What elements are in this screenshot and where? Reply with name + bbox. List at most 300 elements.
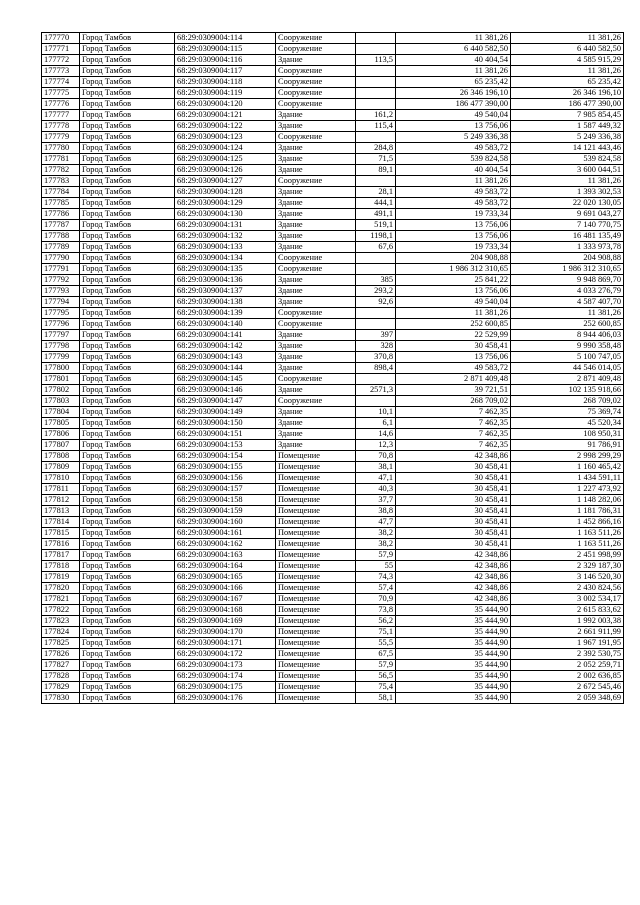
area-cell: 57,9	[356, 660, 396, 671]
row-id-cell: 177778	[42, 121, 80, 132]
area-cell: 115,4	[356, 121, 396, 132]
unit-value-cell: 204 908,88	[396, 253, 511, 264]
cadastral-value-cell: 1 992 003,38	[511, 616, 624, 627]
table-row	[42, 484, 624, 495]
unit-value-cell: 13 756,06	[396, 231, 511, 242]
cadastral-table	[41, 32, 624, 704]
cadastral-value-cell: 45 520,34	[511, 418, 624, 429]
cadastral-value-cell: 102 135 918,66	[511, 385, 624, 396]
municipality-cell: Город Тамбов	[80, 572, 175, 583]
municipality-cell: Город Тамбов	[80, 418, 175, 429]
cadastral-number-cell: 68:29:0309004:129	[175, 198, 276, 209]
area-cell	[356, 88, 396, 99]
cadastral-value-cell: 204 908,88	[511, 253, 624, 264]
table-row	[42, 121, 624, 132]
municipality-cell: Город Тамбов	[80, 242, 175, 253]
row-id-cell: 177781	[42, 154, 80, 165]
object-type-cell: Сооружение	[276, 33, 356, 44]
unit-value-cell: 7 462,35	[396, 440, 511, 451]
area-cell	[356, 396, 396, 407]
row-id-cell: 177786	[42, 209, 80, 220]
cadastral-number-cell: 68:29:0309004:133	[175, 242, 276, 253]
cadastral-value-cell: 3 600 044,51	[511, 165, 624, 176]
cadastral-number-cell: 68:29:0309004:137	[175, 286, 276, 297]
cadastral-number-cell: 68:29:0309004:120	[175, 99, 276, 110]
cadastral-number-cell: 68:29:0309004:173	[175, 660, 276, 671]
area-cell	[356, 374, 396, 385]
area-cell	[356, 99, 396, 110]
municipality-cell: Город Тамбов	[80, 165, 175, 176]
cadastral-value-cell: 252 600,85	[511, 319, 624, 330]
object-type-cell: Помещение	[276, 583, 356, 594]
municipality-cell: Город Тамбов	[80, 462, 175, 473]
cadastral-value-cell: 2 672 545,46	[511, 682, 624, 693]
area-cell: 14,6	[356, 429, 396, 440]
row-id-cell: 177805	[42, 418, 80, 429]
table-row	[42, 517, 624, 528]
unit-value-cell: 35 444,90	[396, 671, 511, 682]
unit-value-cell: 252 600,85	[396, 319, 511, 330]
unit-value-cell: 25 841,22	[396, 275, 511, 286]
cadastral-number-cell: 68:29:0309004:145	[175, 374, 276, 385]
area-cell: 70,8	[356, 451, 396, 462]
municipality-cell: Город Тамбов	[80, 682, 175, 693]
table-row	[42, 198, 624, 209]
unit-value-cell: 13 756,06	[396, 121, 511, 132]
object-type-cell: Помещение	[276, 671, 356, 682]
unit-value-cell: 7 462,35	[396, 418, 511, 429]
cadastral-value-cell: 2 871 409,48	[511, 374, 624, 385]
object-type-cell: Сооружение	[276, 264, 356, 275]
cadastral-number-cell: 68:29:0309004:167	[175, 594, 276, 605]
cadastral-number-cell: 68:29:0309004:155	[175, 462, 276, 473]
unit-value-cell: 35 444,90	[396, 605, 511, 616]
municipality-cell: Город Тамбов	[80, 319, 175, 330]
cadastral-value-cell: 2 002 636,85	[511, 671, 624, 682]
unit-value-cell: 11 381,26	[396, 66, 511, 77]
cadastral-value-cell: 14 121 443,46	[511, 143, 624, 154]
object-type-cell: Здание	[276, 407, 356, 418]
cadastral-number-cell: 68:29:0309004:151	[175, 429, 276, 440]
cadastral-number-cell: 68:29:0309004:128	[175, 187, 276, 198]
area-cell: 113,5	[356, 55, 396, 66]
object-type-cell: Помещение	[276, 572, 356, 583]
cadastral-value-cell: 2 329 187,30	[511, 561, 624, 572]
municipality-cell: Город Тамбов	[80, 561, 175, 572]
municipality-cell: Город Тамбов	[80, 627, 175, 638]
object-type-cell: Сооружение	[276, 132, 356, 143]
cadastral-value-cell: 7 985 854,45	[511, 110, 624, 121]
object-type-cell: Здание	[276, 275, 356, 286]
object-type-cell: Здание	[276, 418, 356, 429]
cadastral-value-cell: 5 249 336,38	[511, 132, 624, 143]
unit-value-cell: 35 444,90	[396, 693, 511, 704]
municipality-cell: Город Тамбов	[80, 429, 175, 440]
unit-value-cell: 39 721,51	[396, 385, 511, 396]
cadastral-number-cell: 68:29:0309004:141	[175, 330, 276, 341]
unit-value-cell: 22 529,99	[396, 330, 511, 341]
table-row	[42, 253, 624, 264]
row-id-cell: 177797	[42, 330, 80, 341]
cadastral-value-cell: 3 146 520,30	[511, 572, 624, 583]
row-id-cell: 177803	[42, 396, 80, 407]
unit-value-cell: 42 348,86	[396, 583, 511, 594]
object-type-cell: Сооружение	[276, 99, 356, 110]
municipality-cell: Город Тамбов	[80, 594, 175, 605]
unit-value-cell: 13 756,06	[396, 352, 511, 363]
area-cell: 55,5	[356, 638, 396, 649]
cadastral-value-cell: 3 002 534,17	[511, 594, 624, 605]
area-cell	[356, 33, 396, 44]
row-id-cell: 177827	[42, 660, 80, 671]
unit-value-cell: 30 458,41	[396, 517, 511, 528]
table-row	[42, 176, 624, 187]
municipality-cell: Город Тамбов	[80, 495, 175, 506]
object-type-cell: Помещение	[276, 495, 356, 506]
cadastral-value-cell: 108 950,31	[511, 429, 624, 440]
cadastral-value-cell: 1 986 312 310,65	[511, 264, 624, 275]
municipality-cell: Город Тамбов	[80, 341, 175, 352]
unit-value-cell: 35 444,90	[396, 616, 511, 627]
row-id-cell: 177815	[42, 528, 80, 539]
cadastral-number-cell: 68:29:0309004:126	[175, 165, 276, 176]
object-type-cell: Здание	[276, 231, 356, 242]
area-cell: 2571,3	[356, 385, 396, 396]
area-cell: 67,6	[356, 242, 396, 253]
table-row	[42, 616, 624, 627]
cadastral-value-cell: 1 227 473,92	[511, 484, 624, 495]
object-type-cell: Помещение	[276, 638, 356, 649]
municipality-cell: Город Тамбов	[80, 616, 175, 627]
unit-value-cell: 49 540,04	[396, 297, 511, 308]
cadastral-value-cell: 2 052 259,71	[511, 660, 624, 671]
row-id-cell: 177800	[42, 363, 80, 374]
table-row	[42, 33, 624, 44]
area-cell: 89,1	[356, 165, 396, 176]
row-id-cell: 177804	[42, 407, 80, 418]
municipality-cell: Город Тамбов	[80, 231, 175, 242]
municipality-cell: Город Тамбов	[80, 154, 175, 165]
cadastral-number-cell: 68:29:0309004:146	[175, 385, 276, 396]
object-type-cell: Помещение	[276, 539, 356, 550]
unit-value-cell: 30 458,41	[396, 484, 511, 495]
table-row	[42, 462, 624, 473]
cadastral-number-cell: 68:29:0309004:159	[175, 506, 276, 517]
municipality-cell: Город Тамбов	[80, 649, 175, 660]
row-id-cell: 177774	[42, 77, 80, 88]
row-id-cell: 177792	[42, 275, 80, 286]
cadastral-value-cell: 11 381,26	[511, 308, 624, 319]
unit-value-cell: 49 583,72	[396, 143, 511, 154]
cadastral-number-cell: 68:29:0309004:140	[175, 319, 276, 330]
cadastral-value-cell: 1 148 282,06	[511, 495, 624, 506]
row-id-cell: 177806	[42, 429, 80, 440]
unit-value-cell: 11 381,26	[396, 176, 511, 187]
object-type-cell: Помещение	[276, 550, 356, 561]
cadastral-number-cell: 68:29:0309004:139	[175, 308, 276, 319]
table-row	[42, 418, 624, 429]
cadastral-number-cell: 68:29:0309004:157	[175, 484, 276, 495]
cadastral-number-cell: 68:29:0309004:147	[175, 396, 276, 407]
table-row	[42, 275, 624, 286]
municipality-cell: Город Тамбов	[80, 440, 175, 451]
unit-value-cell: 13 756,06	[396, 286, 511, 297]
cadastral-number-cell: 68:29:0309004:144	[175, 363, 276, 374]
unit-value-cell: 49 583,72	[396, 363, 511, 374]
row-id-cell: 177817	[42, 550, 80, 561]
area-cell: 284,8	[356, 143, 396, 154]
unit-value-cell: 35 444,90	[396, 660, 511, 671]
area-cell	[356, 77, 396, 88]
area-cell: 444,1	[356, 198, 396, 209]
object-type-cell: Помещение	[276, 627, 356, 638]
unit-value-cell: 5 249 336,38	[396, 132, 511, 143]
cadastral-number-cell: 68:29:0309004:127	[175, 176, 276, 187]
table-row	[42, 209, 624, 220]
unit-value-cell: 40 404,54	[396, 55, 511, 66]
municipality-cell: Город Тамбов	[80, 110, 175, 121]
row-id-cell: 177830	[42, 693, 80, 704]
object-type-cell: Помещение	[276, 451, 356, 462]
object-type-cell: Помещение	[276, 594, 356, 605]
cadastral-value-cell: 4 585 915,29	[511, 55, 624, 66]
object-type-cell: Сооружение	[276, 396, 356, 407]
row-id-cell: 177795	[42, 308, 80, 319]
object-type-cell: Здание	[276, 429, 356, 440]
unit-value-cell: 42 348,86	[396, 572, 511, 583]
cadastral-number-cell: 68:29:0309004:154	[175, 451, 276, 462]
object-type-cell: Помещение	[276, 561, 356, 572]
row-id-cell: 177828	[42, 671, 80, 682]
cadastral-value-cell: 11 381,26	[511, 66, 624, 77]
unit-value-cell: 30 458,41	[396, 539, 511, 550]
area-cell: 57,9	[356, 550, 396, 561]
municipality-cell: Город Тамбов	[80, 352, 175, 363]
cadastral-value-cell: 1 587 449,32	[511, 121, 624, 132]
area-cell: 397	[356, 330, 396, 341]
municipality-cell: Город Тамбов	[80, 451, 175, 462]
municipality-cell: Город Тамбов	[80, 671, 175, 682]
table-row	[42, 165, 624, 176]
unit-value-cell: 30 458,41	[396, 506, 511, 517]
municipality-cell: Город Тамбов	[80, 88, 175, 99]
object-type-cell: Помещение	[276, 506, 356, 517]
table-row	[42, 627, 624, 638]
object-type-cell: Сооружение	[276, 374, 356, 385]
cadastral-value-cell: 539 824,58	[511, 154, 624, 165]
table-row	[42, 88, 624, 99]
table-row	[42, 407, 624, 418]
cadastral-value-cell: 75 369,74	[511, 407, 624, 418]
object-type-cell: Сооружение	[276, 44, 356, 55]
row-id-cell: 177814	[42, 517, 80, 528]
municipality-cell: Город Тамбов	[80, 605, 175, 616]
municipality-cell: Город Тамбов	[80, 55, 175, 66]
area-cell: 56,5	[356, 671, 396, 682]
municipality-cell: Город Тамбов	[80, 275, 175, 286]
cadastral-number-cell: 68:29:0309004:164	[175, 561, 276, 572]
unit-value-cell: 49 540,04	[396, 110, 511, 121]
row-id-cell: 177780	[42, 143, 80, 154]
table-row	[42, 132, 624, 143]
municipality-cell: Город Тамбов	[80, 198, 175, 209]
unit-value-cell: 30 458,41	[396, 495, 511, 506]
row-id-cell: 177791	[42, 264, 80, 275]
municipality-cell: Город Тамбов	[80, 209, 175, 220]
cadastral-value-cell: 2 615 833,62	[511, 605, 624, 616]
cadastral-value-cell: 4 033 276,79	[511, 286, 624, 297]
row-id-cell: 177773	[42, 66, 80, 77]
cadastral-number-cell: 68:29:0309004:125	[175, 154, 276, 165]
cadastral-value-cell: 2 998 299,29	[511, 451, 624, 462]
unit-value-cell: 42 348,86	[396, 550, 511, 561]
row-id-cell: 177808	[42, 451, 80, 462]
area-cell: 71,5	[356, 154, 396, 165]
cadastral-value-cell: 1 967 191,95	[511, 638, 624, 649]
area-cell: 293,2	[356, 286, 396, 297]
area-cell	[356, 319, 396, 330]
unit-value-cell: 30 458,41	[396, 341, 511, 352]
cadastral-number-cell: 68:29:0309004:136	[175, 275, 276, 286]
municipality-cell: Город Тамбов	[80, 539, 175, 550]
object-type-cell: Помещение	[276, 660, 356, 671]
area-cell: 92,6	[356, 297, 396, 308]
area-cell: 328	[356, 341, 396, 352]
row-id-cell: 177798	[42, 341, 80, 352]
area-cell: 38,2	[356, 528, 396, 539]
cadastral-value-cell: 1 434 591,11	[511, 473, 624, 484]
municipality-cell: Город Тамбов	[80, 220, 175, 231]
table-row	[42, 374, 624, 385]
municipality-cell: Город Тамбов	[80, 407, 175, 418]
cadastral-number-cell: 68:29:0309004:160	[175, 517, 276, 528]
object-type-cell: Помещение	[276, 517, 356, 528]
area-cell: 491,1	[356, 209, 396, 220]
cadastral-number-cell: 68:29:0309004:134	[175, 253, 276, 264]
object-type-cell: Помещение	[276, 473, 356, 484]
row-id-cell: 177789	[42, 242, 80, 253]
cadastral-value-cell: 2 430 824,56	[511, 583, 624, 594]
cadastral-number-cell: 68:29:0309004:135	[175, 264, 276, 275]
unit-value-cell: 1 986 312 310,65	[396, 264, 511, 275]
municipality-cell: Город Тамбов	[80, 506, 175, 517]
cadastral-value-cell: 9 691 043,27	[511, 209, 624, 220]
cadastral-number-cell: 68:29:0309004:161	[175, 528, 276, 539]
cadastral-value-cell: 1 333 973,78	[511, 242, 624, 253]
unit-value-cell: 539 824,58	[396, 154, 511, 165]
table-row	[42, 352, 624, 363]
area-cell: 40,3	[356, 484, 396, 495]
unit-value-cell: 35 444,90	[396, 638, 511, 649]
cadastral-value-cell: 11 381,26	[511, 176, 624, 187]
unit-value-cell: 35 444,90	[396, 682, 511, 693]
cadastral-number-cell: 68:29:0309004:122	[175, 121, 276, 132]
table-row	[42, 649, 624, 660]
cadastral-value-cell: 186 477 390,00	[511, 99, 624, 110]
cadastral-value-cell: 1 452 866,16	[511, 517, 624, 528]
object-type-cell: Здание	[276, 220, 356, 231]
area-cell: 38,2	[356, 539, 396, 550]
unit-value-cell: 19 733,34	[396, 242, 511, 253]
unit-value-cell: 6 440 582,50	[396, 44, 511, 55]
municipality-cell: Город Тамбов	[80, 330, 175, 341]
table-row	[42, 143, 624, 154]
cadastral-value-cell: 11 381,26	[511, 33, 624, 44]
unit-value-cell: 13 756,06	[396, 220, 511, 231]
cadastral-number-cell: 68:29:0309004:142	[175, 341, 276, 352]
row-id-cell: 177779	[42, 132, 80, 143]
unit-value-cell: 2 871 409,48	[396, 374, 511, 385]
cadastral-value-cell: 44 546 014,05	[511, 363, 624, 374]
area-cell	[356, 308, 396, 319]
cadastral-value-cell: 65 235,42	[511, 77, 624, 88]
object-type-cell: Здание	[276, 110, 356, 121]
cadastral-value-cell: 8 944 406,03	[511, 330, 624, 341]
object-type-cell: Здание	[276, 154, 356, 165]
row-id-cell: 177775	[42, 88, 80, 99]
table-row	[42, 264, 624, 275]
object-type-cell: Сооружение	[276, 176, 356, 187]
table-row	[42, 682, 624, 693]
cadastral-number-cell: 68:29:0309004:174	[175, 671, 276, 682]
cadastral-number-cell: 68:29:0309004:158	[175, 495, 276, 506]
table-row	[42, 495, 624, 506]
area-cell: 1198,1	[356, 231, 396, 242]
municipality-cell: Город Тамбов	[80, 187, 175, 198]
unit-value-cell: 49 583,72	[396, 187, 511, 198]
cadastral-number-cell: 68:29:0309004:171	[175, 638, 276, 649]
area-cell: 385	[356, 275, 396, 286]
cadastral-value-cell: 2 451 998,99	[511, 550, 624, 561]
row-id-cell: 177811	[42, 484, 80, 495]
cadastral-number-cell: 68:29:0309004:170	[175, 627, 276, 638]
object-type-cell: Помещение	[276, 649, 356, 660]
municipality-cell: Город Тамбов	[80, 33, 175, 44]
municipality-cell: Город Тамбов	[80, 363, 175, 374]
cadastral-number-cell: 68:29:0309004:168	[175, 605, 276, 616]
area-cell: 38,1	[356, 462, 396, 473]
row-id-cell: 177793	[42, 286, 80, 297]
object-type-cell: Здание	[276, 242, 356, 253]
cadastral-number-cell: 68:29:0309004:162	[175, 539, 276, 550]
row-id-cell: 177809	[42, 462, 80, 473]
object-type-cell: Помещение	[276, 605, 356, 616]
unit-value-cell: 186 477 390,00	[396, 99, 511, 110]
cadastral-value-cell: 1 163 511,26	[511, 528, 624, 539]
table-row	[42, 440, 624, 451]
unit-value-cell: 35 444,90	[396, 649, 511, 660]
table-row	[42, 99, 624, 110]
table-row	[42, 660, 624, 671]
row-id-cell: 177807	[42, 440, 80, 451]
area-cell: 75,1	[356, 627, 396, 638]
table-row	[42, 286, 624, 297]
unit-value-cell: 19 733,34	[396, 209, 511, 220]
table-row	[42, 550, 624, 561]
object-type-cell: Сооружение	[276, 77, 356, 88]
row-id-cell: 177825	[42, 638, 80, 649]
table-row	[42, 561, 624, 572]
row-id-cell: 177788	[42, 231, 80, 242]
row-id-cell: 177772	[42, 55, 80, 66]
area-cell	[356, 253, 396, 264]
cadastral-value-cell: 5 100 747,05	[511, 352, 624, 363]
object-type-cell: Сооружение	[276, 308, 356, 319]
row-id-cell: 177787	[42, 220, 80, 231]
row-id-cell: 177824	[42, 627, 80, 638]
municipality-cell: Город Тамбов	[80, 550, 175, 561]
municipality-cell: Город Тамбов	[80, 583, 175, 594]
